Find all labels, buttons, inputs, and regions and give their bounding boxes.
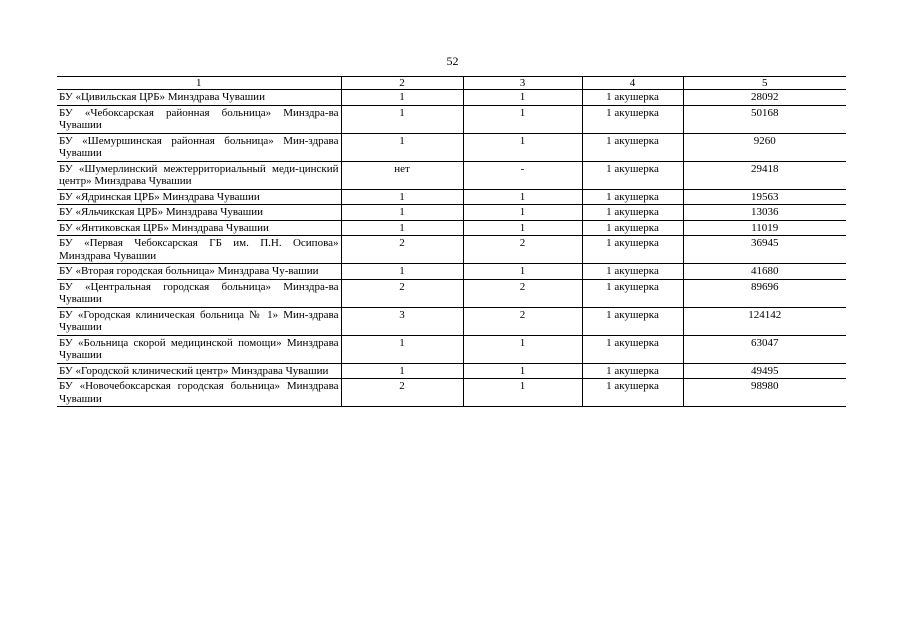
staff-cell: 1 акушерка bbox=[582, 236, 683, 264]
count-cell: 1 bbox=[341, 133, 463, 161]
column-header: 3 bbox=[463, 77, 582, 90]
staff-cell: 1 акушерка bbox=[582, 307, 683, 335]
value-cell: 89696 bbox=[683, 279, 846, 307]
count-cell: 1 bbox=[463, 220, 582, 236]
count-cell: 1 bbox=[341, 335, 463, 363]
count-cell: 1 bbox=[463, 335, 582, 363]
count-cell: 1 bbox=[463, 205, 582, 221]
column-header: 4 bbox=[582, 77, 683, 90]
table-row bbox=[57, 379, 846, 407]
institution-name-cell: БУ «Вторая городская больница» Минздрава Чу-вашии bbox=[57, 264, 341, 280]
table-row bbox=[57, 236, 846, 264]
staff-cell: 1 акушерка bbox=[582, 105, 683, 133]
table-row bbox=[57, 189, 846, 205]
count-cell: 1 bbox=[463, 105, 582, 133]
staff-cell: 1 акушерка bbox=[582, 279, 683, 307]
table-row bbox=[57, 90, 846, 106]
staff-cell: 1 акушерка bbox=[582, 379, 683, 407]
table-row bbox=[57, 307, 846, 335]
count-cell: 1 bbox=[463, 90, 582, 106]
value-cell: 63047 bbox=[683, 335, 846, 363]
table-row bbox=[57, 264, 846, 280]
table-row bbox=[57, 105, 846, 133]
staff-cell: 1 акушерка bbox=[582, 161, 683, 189]
count-cell: 2 bbox=[463, 307, 582, 335]
value-cell: 49495 bbox=[683, 363, 846, 379]
table-row bbox=[57, 363, 846, 379]
staff-cell: 1 акушерка bbox=[582, 363, 683, 379]
value-cell: 98980 bbox=[683, 379, 846, 407]
staff-cell: 1 акушерка bbox=[582, 133, 683, 161]
value-cell: 9260 bbox=[683, 133, 846, 161]
count-cell: 1 bbox=[341, 363, 463, 379]
table-row bbox=[57, 205, 846, 221]
institution-name-cell: БУ «Янтиковская ЦРБ» Минздрава Чувашии bbox=[57, 220, 341, 236]
count-cell: 1 bbox=[463, 133, 582, 161]
staff-cell: 1 акушерка bbox=[582, 264, 683, 280]
count-cell: нет bbox=[341, 161, 463, 189]
count-cell: 1 bbox=[341, 264, 463, 280]
value-cell: 28092 bbox=[683, 90, 846, 106]
data-table bbox=[57, 76, 846, 407]
table-row bbox=[57, 335, 846, 363]
table-row bbox=[57, 161, 846, 189]
staff-cell: 1 акушерка bbox=[582, 220, 683, 236]
count-cell: 1 bbox=[341, 220, 463, 236]
count-cell: 1 bbox=[463, 189, 582, 205]
count-cell: 2 bbox=[341, 236, 463, 264]
value-cell: 19563 bbox=[683, 189, 846, 205]
count-cell: 1 bbox=[463, 264, 582, 280]
staff-cell: 1 акушерка bbox=[582, 205, 683, 221]
institution-name-cell: БУ «Чебоксарская районная больница» Минздра-ва Чувашии bbox=[57, 105, 341, 133]
institution-name-cell: БУ «Первая Чебоксарская ГБ им. П.Н. Осипова» Минздрава Чувашии bbox=[57, 236, 341, 264]
count-cell: 1 bbox=[341, 205, 463, 221]
column-header: 5 bbox=[683, 77, 846, 90]
value-cell: 13036 bbox=[683, 205, 846, 221]
count-cell: 1 bbox=[463, 363, 582, 379]
count-cell: 1 bbox=[341, 105, 463, 133]
value-cell: 11019 bbox=[683, 220, 846, 236]
count-cell: 1 bbox=[463, 379, 582, 407]
institution-name-cell: БУ «Городская клиническая больница № 1» Мин-здрава Чувашии bbox=[57, 307, 341, 335]
count-cell: 2 bbox=[341, 279, 463, 307]
count-cell: 1 bbox=[341, 90, 463, 106]
institution-name-cell: БУ «Яльчикская ЦРБ» Минздрава Чувашии bbox=[57, 205, 341, 221]
value-cell: 50168 bbox=[683, 105, 846, 133]
institution-name-cell: БУ «Больница скорой медицинской помощи» Минздрава Чувашии bbox=[57, 335, 341, 363]
count-cell: - bbox=[463, 161, 582, 189]
institution-name-cell: БУ «Цивильская ЦРБ» Минздрава Чувашии bbox=[57, 90, 341, 106]
staff-cell: 1 акушерка bbox=[582, 189, 683, 205]
institution-name-cell: БУ «Новочебоксарская городская больница» Минздрава Чувашии bbox=[57, 379, 341, 407]
header-row bbox=[57, 77, 846, 90]
value-cell: 124142 bbox=[683, 307, 846, 335]
institution-name-cell: БУ «Центральная городская больница» Минздра-ва Чувашии bbox=[57, 279, 341, 307]
table-row bbox=[57, 220, 846, 236]
count-cell: 3 bbox=[341, 307, 463, 335]
value-cell: 36945 bbox=[683, 236, 846, 264]
institution-name-cell: БУ «Шемуршинская районная больница» Мин-здрава Чувашии bbox=[57, 133, 341, 161]
staff-cell: 1 акушерка bbox=[582, 90, 683, 106]
count-cell: 2 bbox=[463, 236, 582, 264]
institution-name-cell: БУ «Ядринская ЦРБ» Минздрава Чувашии bbox=[57, 189, 341, 205]
count-cell: 2 bbox=[463, 279, 582, 307]
table-row bbox=[57, 133, 846, 161]
value-cell: 29418 bbox=[683, 161, 846, 189]
institution-name-cell: БУ «Городской клинический центр» Минздрава Чувашии bbox=[57, 363, 341, 379]
column-header: 1 bbox=[57, 77, 341, 90]
value-cell: 41680 bbox=[683, 264, 846, 280]
table-row bbox=[57, 279, 846, 307]
institution-name-cell: БУ «Шумерлинский межтерриториальный меди-цинский центр» Минздрава Чувашии bbox=[57, 161, 341, 189]
count-cell: 2 bbox=[341, 379, 463, 407]
page-number: 52 bbox=[446, 54, 459, 68]
column-header: 2 bbox=[341, 77, 463, 90]
staff-cell: 1 акушерка bbox=[582, 335, 683, 363]
count-cell: 1 bbox=[341, 189, 463, 205]
